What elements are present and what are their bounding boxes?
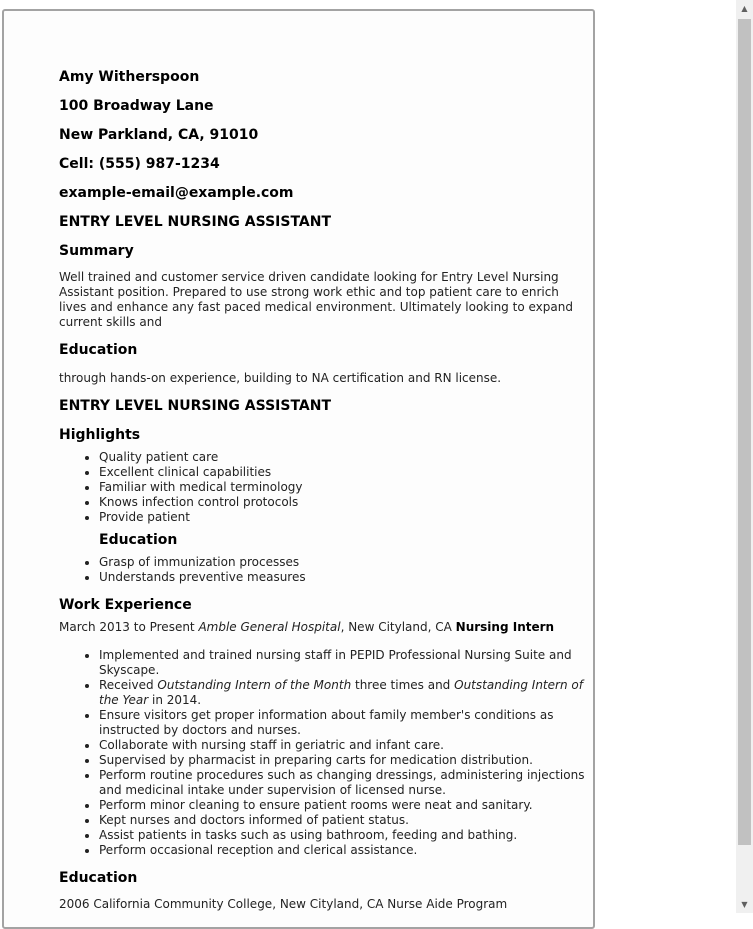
- duties-list: [59, 648, 589, 858]
- list-item: • Ensure visitors get proper information about family member's conditions as instructed by doctors and nurses.: [99, 708, 589, 738]
- award-name: Outstanding Intern of the Month: [157, 678, 352, 692]
- list-item: • Perform minor cleaning to ensure patient rooms were neat and sanitary.: [99, 798, 589, 813]
- list-item: • Quality patient care: [99, 450, 589, 465]
- highlights-list: [59, 450, 589, 525]
- list-item: • Collaborate with nursing staff in geriatric and infant care.: [99, 738, 589, 753]
- resume-content: [59, 63, 589, 918]
- job-title-role: Nursing Intern: [455, 620, 555, 634]
- list-item: • Provide patient: [99, 510, 589, 525]
- duty-text: three times and: [351, 678, 455, 692]
- list-item: • Familiar with medical terminology: [99, 480, 589, 495]
- education-heading: Education: [59, 342, 138, 358]
- job-title-repeat: ENTRY LEVEL NURSING ASSISTANT: [59, 398, 332, 414]
- job-title: ENTRY LEVEL NURSING ASSISTANT: [59, 214, 332, 230]
- list-item: [99, 678, 589, 708]
- summary-text: Well trained and customer service driven candidate looking for Entry Level Nursing Assistant position. Prepared to use strong work ethic and top patient care to enrich lives and enhance any fast paced medical environment. Ultimately looking to expand current skills and: [59, 270, 573, 329]
- phone: Cell: (555) 987-1234: [59, 156, 220, 172]
- list-item: • Supervised by pharmacist in preparing carts for medication distribution.: [99, 753, 589, 768]
- award-name: Outstanding Intern of the Year: [99, 678, 583, 707]
- duty-text: Received: [99, 678, 158, 692]
- job-line: [59, 620, 589, 635]
- scrollbar-thumb[interactable]: [738, 19, 751, 845]
- resume-page: [2, 9, 595, 929]
- education-text: through hands-on experience, building to NA certification and RN license.: [59, 371, 502, 385]
- job-dates: March 2013 to Present: [59, 620, 199, 634]
- list-item: • Knows infection control protocols: [99, 495, 589, 510]
- duty-text: in 2014.: [148, 693, 202, 707]
- list-item: • Perform occasional reception and clerical assistance.: [99, 843, 589, 858]
- list-item: • Excellent clinical capabilities: [99, 465, 589, 480]
- job-location: , New Cityland, CA: [340, 620, 456, 634]
- vertical-scrollbar[interactable]: [736, 0, 753, 913]
- list-item: • Assist patients in tasks such as using bathroom, feeding and bathing.: [99, 828, 589, 843]
- education-heading-2: Education: [59, 870, 138, 886]
- scroll-down-icon[interactable]: ▼: [741, 900, 748, 909]
- list-item: • Understands preventive measures: [99, 570, 589, 585]
- highlights-heading: Highlights: [59, 427, 141, 443]
- job-employer: Amble General Hospital: [198, 620, 341, 634]
- scroll-up-icon[interactable]: ▲: [741, 4, 748, 13]
- email: example-email@example.com: [59, 185, 294, 201]
- list-item: • Kept nurses and doctors informed of patient status.: [99, 813, 589, 828]
- list-item: • Perform routine procedures such as changing dressings, administering injections and medicinal intake under supervision of licensed nurse.: [99, 768, 589, 798]
- highlights-education-subheading: Education: [99, 532, 178, 548]
- address-line-1: 100 Broadway Lane: [59, 98, 214, 114]
- address-line-2: New Parkland, CA, 91010: [59, 127, 259, 143]
- education-text-2: 2006 California Community College, New Cityland, CA Nurse Aide Program: [59, 897, 508, 911]
- summary-heading: Summary: [59, 243, 134, 259]
- work-experience-heading: Work Experience: [59, 597, 192, 613]
- candidate-name: Amy Witherspoon: [59, 69, 200, 85]
- list-item: • Implemented and trained nursing staff in PEPID Professional Nursing Suite and Skyscape.: [99, 648, 589, 678]
- highlights-education-list: [59, 555, 589, 585]
- list-item: • Grasp of immunization processes: [99, 555, 589, 570]
